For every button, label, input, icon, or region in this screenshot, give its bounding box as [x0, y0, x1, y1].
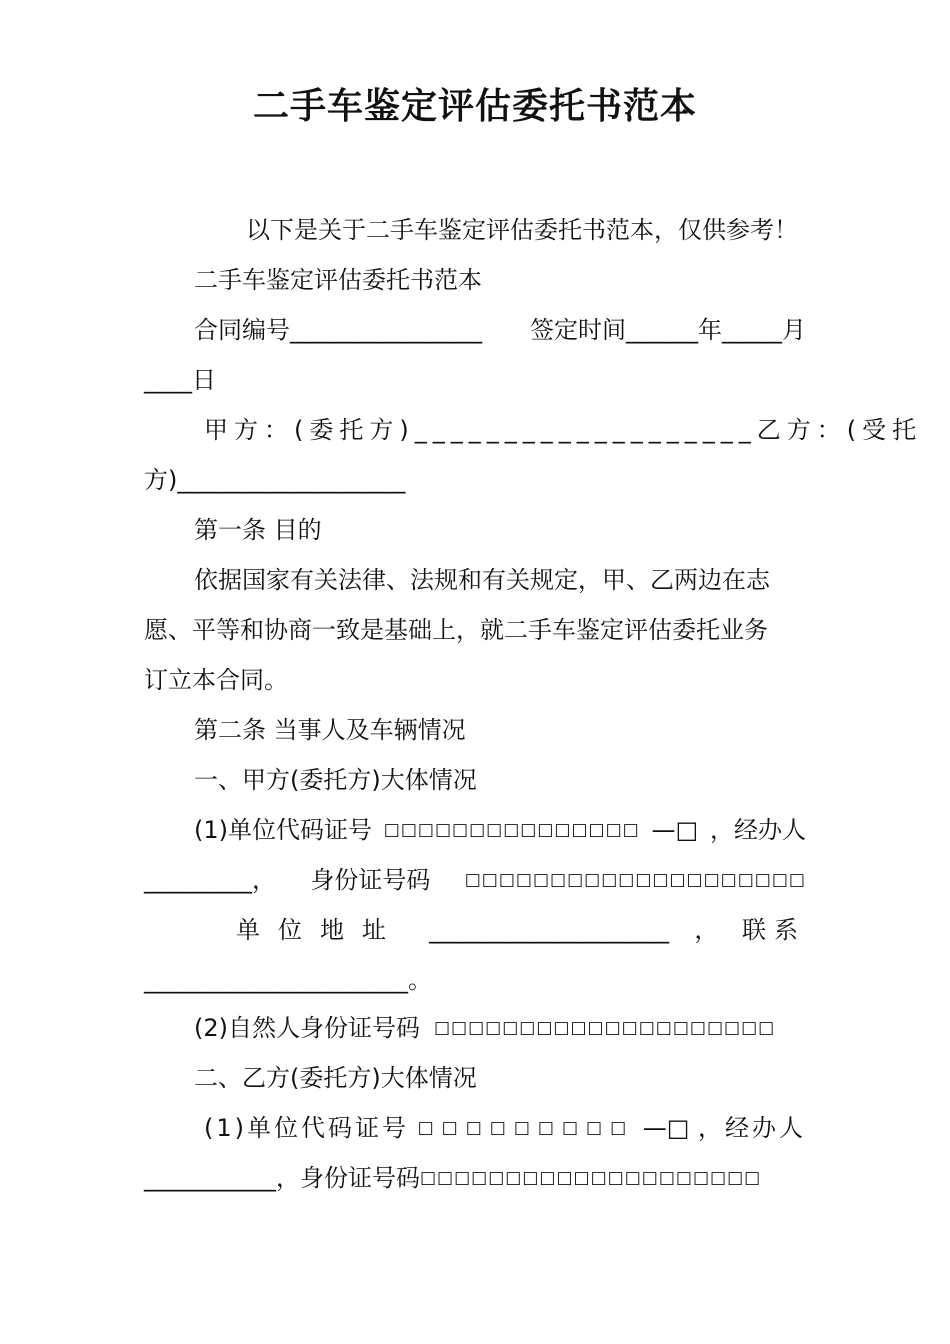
section-1-id-line: [144, 860, 806, 900]
id-number-boxes-2: □□□□□□□□□□□□□□□□□□□□: [420, 1168, 762, 1188]
article-1-title: 第一条 目的: [194, 516, 322, 544]
document-title: 二手车鉴定评估委托书范本: [252, 85, 697, 127]
natural-person-line: [144, 1008, 806, 1048]
article-1-para-line-3: 订立本合同。: [144, 666, 288, 694]
section-2-code-line: [144, 1108, 806, 1148]
unit-code-suffix: —□: [651, 816, 699, 844]
id-number-boxes: □□□□□□□□□□□□□□□□□□□□: [464, 870, 806, 890]
unit-code-suffix-2: —□: [642, 1114, 690, 1142]
section-1-code-line: [144, 810, 806, 850]
article-1-para-line-1: 依据国家有关法律、法规和有关规定，甲、乙两边在志: [194, 566, 770, 594]
id-number-label-2: 身份证号码: [300, 1164, 420, 1192]
handler-label: ，经办人: [709, 816, 806, 844]
party-a-text: 甲方：(委托方)___________________: [204, 416, 757, 444]
intro-line: 以下是关于二手车鉴定评估委托书范本，仅供参考！: [246, 216, 798, 244]
parties-line: [144, 410, 923, 450]
unit-code-boxes-2: □□□□□□□□□: [417, 1118, 635, 1138]
unit-code-boxes: □□□□□□□□□□□□□□□: [383, 820, 640, 840]
handler-blank-2: ___________，: [144, 1164, 300, 1192]
contract-number-line: [144, 310, 806, 350]
handler-label-2: ，经办人: [697, 1114, 806, 1142]
sign-date-text: 签定时间______年_____月: [530, 316, 806, 344]
unit-code-label-2: (1)单位代码证号: [204, 1114, 409, 1142]
unit-address-blank: ____________________: [429, 916, 670, 944]
section-2-title: 二、乙方(委托方)大体情况: [194, 1064, 477, 1092]
party-b-text: 乙方：(受托: [756, 416, 923, 444]
id-number-label: 身份证号码: [310, 866, 431, 894]
unit-address-label: 单位地址: [236, 916, 404, 944]
section-1-title: 一、甲方(委托方)大体情况: [194, 766, 477, 794]
natural-person-boxes: □□□□□□□□□□□□□□□□□□□□: [434, 1018, 776, 1038]
section-2-id-line: [144, 1158, 762, 1198]
unit-code-label: (1)单位代码证号: [194, 816, 372, 844]
subtitle-line: 二手车鉴定评估委托书范本: [194, 266, 482, 294]
contact-label: ， 联系: [694, 916, 806, 944]
contract-day-line: ____日: [144, 366, 216, 394]
article-2-title: 第二条 当事人及车辆情况: [194, 716, 466, 744]
section-1-address-line: [144, 910, 806, 950]
article-1-para-line-2: 愿、平等和协商一致是基础上，就二手车鉴定评估委托业务: [144, 616, 768, 644]
contact-blank-line: ______________________。: [144, 966, 432, 994]
natural-person-label: (2)自然人身份证号码: [194, 1014, 420, 1042]
contract-number-text: 合同编号________________: [194, 316, 482, 344]
party-b-continued: 方)___________________: [144, 466, 406, 494]
handler-blank: _________，: [144, 866, 276, 894]
